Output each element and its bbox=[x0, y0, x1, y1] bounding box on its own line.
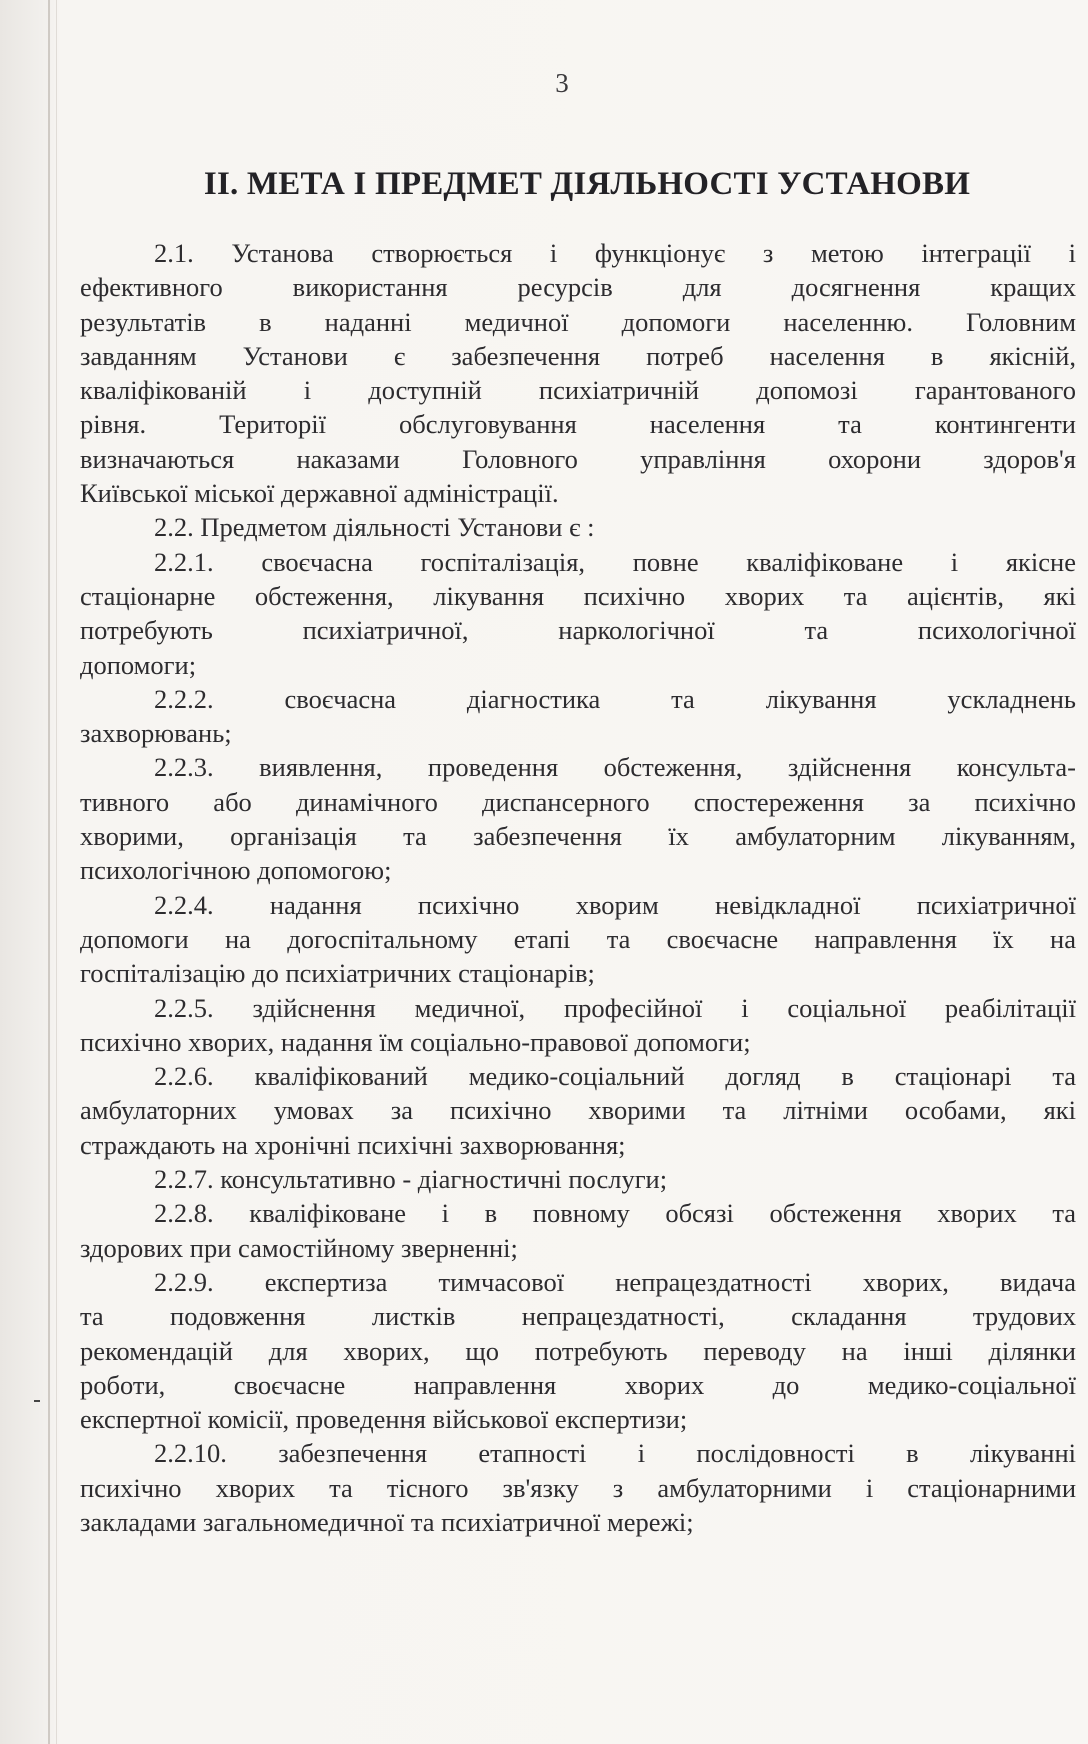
paragraph bbox=[80, 236, 1076, 510]
paragraph bbox=[80, 682, 1076, 751]
paragraph bbox=[80, 1265, 1076, 1436]
text-line: амбулаторних умовах за психічно хворими та літніми особами, які bbox=[80, 1095, 1076, 1126]
text-line: роботи, своєчасне направлення хворих до медико-соціальної bbox=[80, 1369, 1076, 1400]
text-line: Київської міської державної адміністрації. bbox=[80, 478, 559, 509]
text-line: тивного або динамічного диспансерного спостереження за психічно bbox=[80, 786, 1076, 817]
paragraph bbox=[80, 1196, 1076, 1265]
text-line: стаціонарне обстеження, лікування психічно хворих та ацієнтів, які bbox=[80, 580, 1076, 611]
text-line: 2.2.6. кваліфікований медико-соціальний догляд в стаціонарі та bbox=[154, 1061, 1076, 1092]
section-body bbox=[80, 236, 1076, 1539]
paragraph bbox=[80, 991, 1076, 1060]
paragraph bbox=[80, 1059, 1076, 1162]
paragraph bbox=[80, 545, 1076, 682]
paragraph bbox=[80, 1436, 1076, 1539]
margin-mark bbox=[34, 1400, 40, 1402]
text-line: допомоги; bbox=[80, 649, 197, 680]
text-line: закладами загальномедичної та психіатричної мережі; bbox=[80, 1506, 694, 1537]
paragraph bbox=[80, 750, 1076, 887]
text-line: 2.2.1. своєчасна госпіталізація, повне кваліфіковане і якісне bbox=[154, 546, 1076, 577]
text-line: допомоги на догоспітальному етапі та своєчасне направлення їх на bbox=[80, 923, 1076, 954]
binding-edge bbox=[48, 0, 50, 1744]
text-line: 2.2.2. своєчасна діагностика та лікування ускладнень bbox=[154, 683, 1076, 714]
text-line: 2.2.4. надання психічно хворим невідкладної психіатричної bbox=[154, 889, 1076, 920]
text-line: 2.2.8. кваліфіковане і в повному обсязі обстеження хворих та bbox=[154, 1198, 1076, 1229]
text-line: 2.2.10. забезпечення етапності і послідовності в лікуванні bbox=[154, 1438, 1076, 1469]
paragraph bbox=[80, 1162, 1076, 1196]
text-line: завданням Установи є забезпечення потреб населення в якісній, bbox=[80, 340, 1076, 371]
text-line: визначаються наказами Головного управління охорони здоров'я bbox=[80, 443, 1076, 474]
paragraph bbox=[80, 510, 1076, 544]
section-heading: ІІ. МЕТА І ПРЕДМЕТ ДІЯЛЬНОСТІ УСТАНОВИ bbox=[203, 166, 971, 202]
binding-edge-shadow bbox=[56, 0, 57, 1744]
text-line: експертної комісії, проведення військової експертизи; bbox=[80, 1404, 688, 1435]
text-line: результатів в наданні медичної допомоги населенню. Головним bbox=[80, 306, 1076, 337]
text-line: потребують психіатричної, наркологічної та психологічної bbox=[80, 615, 1076, 646]
text-line: страждають на хронічні психічні захворювання; bbox=[80, 1129, 626, 1160]
text-line: та подовження листків непрацездатності, складання трудових bbox=[80, 1301, 1076, 1332]
text-line: 2.2.7. консультативно - діагностичні послуги; bbox=[154, 1164, 668, 1195]
text-line: 2.2. Предметом діяльності Установи є : bbox=[154, 512, 595, 543]
paragraph bbox=[80, 888, 1076, 991]
text-line: госпіталізацію до психіатричних стаціонарів; bbox=[80, 958, 595, 989]
text-line: рекомендацій для хворих, що потребують переводу на інші ділянки bbox=[80, 1335, 1076, 1366]
text-line: хворими, організація та забезпечення їх амбулаторним лікуванням, bbox=[80, 821, 1076, 852]
text-line: ефективного використання ресурсів для досягнення кращих bbox=[80, 272, 1076, 303]
text-line: психологічною допомогою; bbox=[80, 855, 392, 886]
text-line: 2.2.9. експертиза тимчасової непрацездатності хворих, видача bbox=[154, 1266, 1076, 1297]
text-line: здорових при самостійному зверненні; bbox=[80, 1232, 518, 1263]
text-line: рівня. Території обслуговування населення та контингенти bbox=[80, 409, 1076, 440]
text-line: психічно хворих та тісного зв'язку з амбулаторними і стаціонарними bbox=[80, 1472, 1076, 1503]
text-line: 2.2.5. здійснення медичної, професійної і соціальної реабілітації bbox=[154, 992, 1076, 1023]
page-number: 3 bbox=[555, 68, 569, 98]
text-line: кваліфікованій і доступній психіатричній допомозі гарантованого bbox=[80, 375, 1076, 406]
text-line: психічно хворих, надання їм соціально-правової допомоги; bbox=[80, 1026, 751, 1057]
text-line: 2.1. Установа створюється і функціонує з метою інтеграції і bbox=[154, 238, 1076, 268]
text-line: захворювань; bbox=[80, 718, 232, 749]
text-line: 2.2.3. виявлення, проведення обстеження, здійснення консульта- bbox=[154, 752, 1076, 783]
